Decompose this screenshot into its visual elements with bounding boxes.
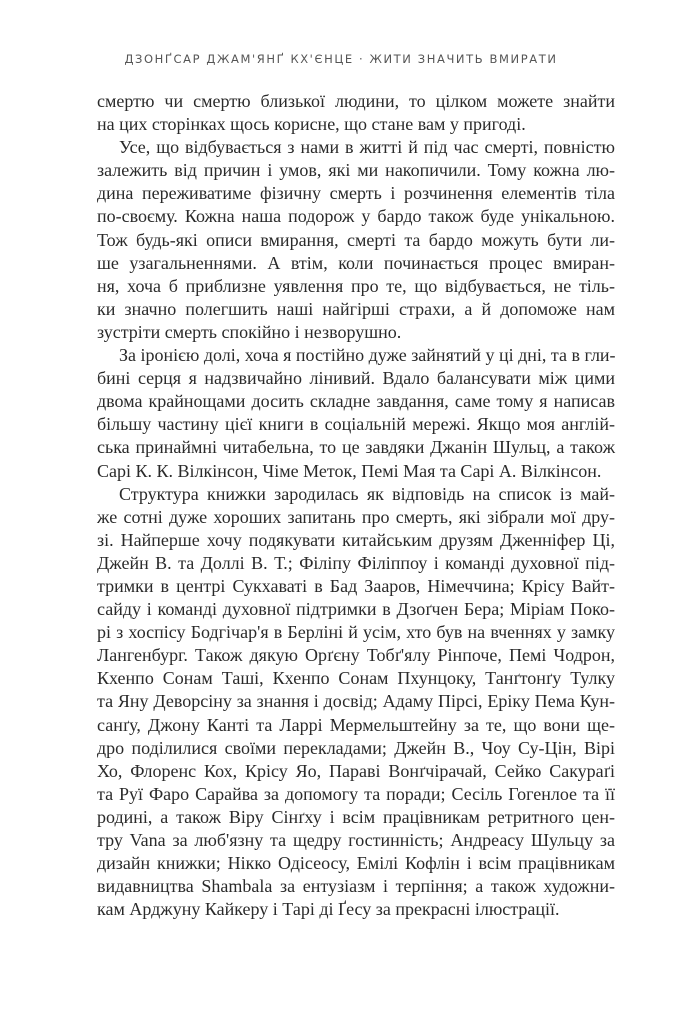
- text-line: Кхенпо Сонам Таші, Кхенпо Сонам Пхунцоку, Танґтонґу Тулку: [97, 668, 615, 689]
- text-line: Тож будь-які описи вмирання, смерті та бардо можуть бути ли-: [97, 229, 615, 250]
- text-line: по-своєму. Кожна наша подорож у бардо також буде унікальною.: [97, 206, 615, 227]
- text-line: Структура книжки зародилась як відповідь на список із май-: [119, 483, 615, 504]
- text-line: сайду і команді духовної підтримки в Дзоґчен Бера; Міріам Поко-: [97, 599, 615, 620]
- page-body-text: [97, 90, 615, 921]
- text-line: дизайн книжки; Нікко Одісеосу, Емілі Кофлін і всім працівникам: [97, 853, 615, 874]
- text-line: родині, а також Віру Сінґху і всім працівникам ретритного цен-: [97, 806, 615, 827]
- text-line: же сотні дуже хороших запитань про смерть, які зібрали мої дру-: [97, 506, 615, 527]
- text-line: ше узагальненнями. А втім, коли починається процес вмиран-: [97, 252, 615, 273]
- text-line: бині серця я надзвичайно лінивий. Вдало балансувати між цими: [97, 368, 615, 389]
- text-line: дро поділилися своїми перекладами; Джейн В., Чоу Су-Цін, Вірі: [97, 737, 615, 758]
- paragraph: [97, 483, 615, 922]
- text-line: Сарі К. К. Вілкінсон, Чіме Меток, Пемі Мая та Сарі А. Вілкінсон.: [97, 460, 602, 481]
- text-line: санґу, Джону Канті та Ларрі Мермельштейну за те, що вони ще-: [97, 714, 615, 735]
- paragraph: [97, 136, 615, 344]
- text-line: Усе, що відбувається з нами в житті й під час смерті, повністю: [119, 137, 615, 158]
- text-line: зі. Найперше хочу подякувати китайським друзям Дженніфер Ці,: [97, 529, 615, 550]
- text-line: залежить від причин і умов, які ми накопичили. Тому кожна лю-: [97, 160, 615, 181]
- text-line: та Руї Фаро Сарайва за допомогу та поради; Сесіль Гогенлое та її: [97, 783, 615, 804]
- text-line: ська принаймні читабельна, то це завдяки Джанін Шульц, а також: [97, 437, 615, 458]
- running-header: ДЗОНҐСАР ДЖАМ'ЯНҐ КХ'ЄНЦЕ · ЖИТИ ЗНАЧИТЬ ВМИРАТИ: [124, 52, 558, 66]
- text-line: на цих сторінках щось корисне, що стане вам у пригоді.: [97, 114, 526, 135]
- text-line: ки значно полегшить наші найгірші страхи, а й допоможе нам: [97, 298, 615, 319]
- text-line: За іронією долі, хоча я постійно дуже зайнятий у ці дні, та в гли-: [119, 345, 616, 366]
- text-line: ня, хоча б приблизне уявлення про те, що відбувається, не тіль-: [97, 275, 615, 296]
- text-line: більшу частину цієї книги в соціальній мережі. Якщо моя англій-: [97, 414, 615, 435]
- text-line: та Яну Деворсіну за знання і досвід; Адаму Пірсі, Еріку Пема Кун-: [97, 691, 615, 712]
- text-line: двома крайнощами досить складне завдання, саме тому я написав: [97, 391, 615, 412]
- text-line: видавництва Shambala за ентузіазм і терпіння; а також художни-: [97, 876, 615, 897]
- text-line: кам Арджуну Кайкеру і Тарі ді Ґесу за прекрасні ілюстрації.: [97, 899, 560, 920]
- paragraph: [97, 90, 615, 136]
- text-line: тримки в центрі Сукхаваті в Бад Зааров, Німеччина; Крісу Вайт-: [97, 575, 615, 596]
- text-line: Джейн В. та Доллі В. Т.; Філіпу Філіппоу і команді духовної під-: [97, 552, 615, 573]
- text-line: дина переживатиме фізичну смерть і розчинення елементів тіла: [97, 183, 615, 204]
- text-line: зустріти смерть спокійно і незворушно.: [97, 321, 402, 342]
- text-line: Лангенбург. Також дякую Орґєну Тобґ'ялу Рінпоче, Пемі Чодрон,: [97, 645, 615, 666]
- paragraph: [97, 344, 615, 483]
- text-line: рі з хоспісу Бодгічар'я в Берліні й усім, хто був на вченнях у замку: [97, 622, 615, 643]
- text-line: смертю чи смертю близької людини, то цілком можете знайти: [97, 91, 615, 111]
- text-line: Хо, Флоренс Кох, Крісу Яо, Параві Вонґчірачай, Сейко Сакураґі: [97, 760, 615, 781]
- text-line: тру Vana за люб'язну та щедру гостинність; Андреасу Шульцу за: [97, 830, 615, 850]
